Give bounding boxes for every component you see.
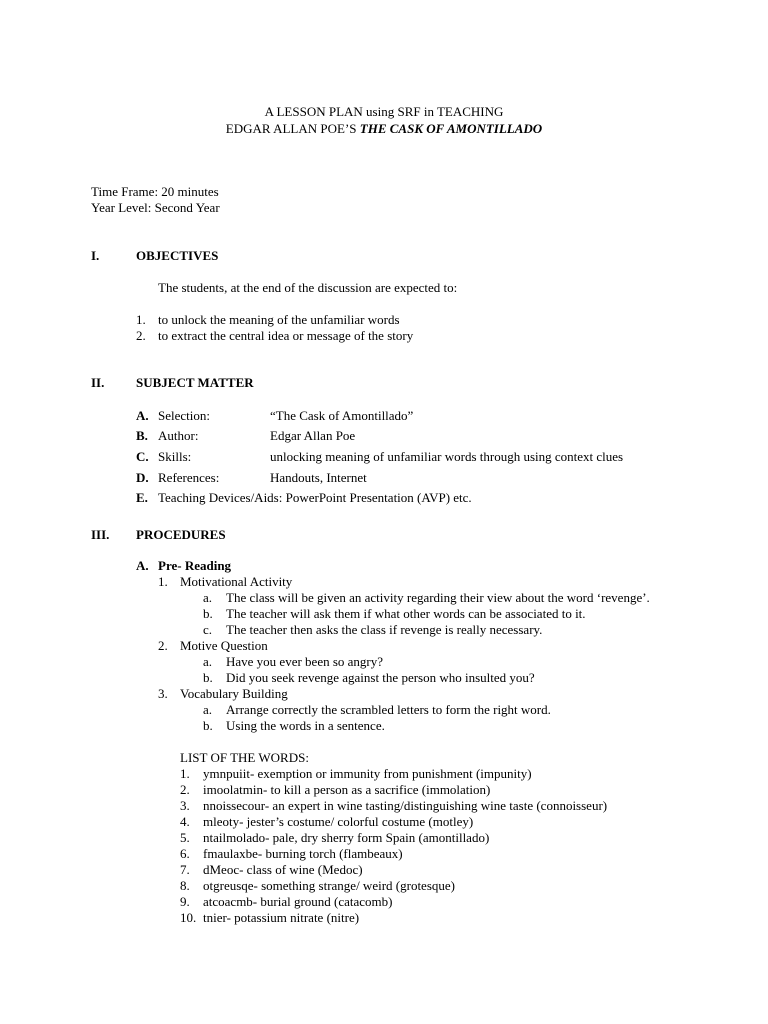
subject-label-teaching-aids: Teaching Devices/Aids: PowerPoint Presentation (AVP) etc. [158,490,472,505]
objective-num-2: 2. [136,328,146,343]
word-num: 5. [180,830,190,845]
objectives-intro: The students, at the end of the discussion are expected to: [158,280,458,295]
subject-letter-e: E. [136,490,148,505]
substep-text: Arrange correctly the scrambled letters to form the right word. [226,702,551,717]
word-entry: ntailmolado- pale, dry sherry form Spain (amontillado) [203,830,490,845]
substep-text: Did you seek revenge against the person who insulted you? [226,670,535,685]
word-list-heading: LIST OF THE WORDS: [180,750,309,765]
subject-letter-b: B. [136,428,148,443]
subject-label-author: Author: [158,428,199,443]
objective-text-1: to unlock the meaning of the unfamiliar words [158,312,400,327]
word-entry: atcoacmb- burial ground (catacomb) [203,894,393,909]
word-entry: fmaulaxbe- burning torch (flambeaux) [203,846,403,861]
substep-letter: b. [203,670,213,685]
procedures-numeral: III. [91,527,110,542]
subject-value-author: Edgar Allan Poe [270,428,356,443]
document-title-line2 [0,121,768,137]
word-entry: imoolatmin- to kill a person as a sacrifice (immolation) [203,782,491,797]
subject-letter-a: A. [136,408,149,423]
pre-reading-label: Pre- Reading [158,558,232,573]
step-label-motivational: Motivational Activity [180,574,293,589]
substep-letter: a. [203,590,213,605]
subject-label-selection: Selection: [158,408,210,423]
document-title-line1: A LESSON PLAN using SRF in TEACHING [264,104,504,119]
title-work: THE CASK OF AMONTILLADO [359,121,543,136]
title-author: EDGAR ALLAN POE’S [225,121,360,136]
subject-matter-numeral: II. [91,375,105,390]
substep-letter: c. [203,622,213,637]
word-num: 1. [180,766,190,781]
objective-text-2: to extract the central idea or message of the story [158,328,414,343]
word-num: 2. [180,782,190,797]
procedures-heading: PROCEDURES [136,527,226,542]
objectives-heading: OBJECTIVES [136,248,219,263]
word-num: 7. [180,862,190,877]
step-num-2: 2. [158,638,168,653]
step-label-vocabulary: Vocabulary Building [180,686,288,701]
substep-letter: b. [203,606,213,621]
subject-value-selection: “The Cask of Amontillado” [270,408,414,423]
subject-value-skills: unlocking meaning of unfamiliar words through using context clues [270,449,624,464]
word-num: 8. [180,878,190,893]
word-entry: dMeoc- class of wine (Medoc) [203,862,363,877]
word-entry: otgreusqe- something strange/ weird (grotesque) [203,878,455,893]
subject-label-references: References: [158,470,220,485]
pre-reading-letter: A. [136,558,149,573]
word-num: 4. [180,814,190,829]
substep-text: The teacher then asks the class if revenge is really necessary. [226,622,543,637]
word-num: 10. [180,910,197,925]
word-entry: nnoissecour- an expert in wine tasting/distinguishing wine taste (connoisseur) [203,798,608,813]
year-level: Year Level: Second Year [91,200,220,215]
substep-letter: a. [203,654,213,669]
subject-matter-heading: SUBJECT MATTER [136,375,254,390]
objective-num-1: 1. [136,312,146,327]
step-num-1: 1. [158,574,168,589]
word-num: 6. [180,846,190,861]
step-num-3: 3. [158,686,168,701]
word-entry: mleoty- jester’s costume/ colorful costume (motley) [203,814,474,829]
step-label-motive-question: Motive Question [180,638,268,653]
subject-value-references: Handouts, Internet [270,470,367,485]
substep-text: Have you ever been so angry? [226,654,384,669]
subject-letter-c: C. [136,449,149,464]
word-num: 3. [180,798,190,813]
word-entry: ymnpuiit- exemption or immunity from punishment (impunity) [203,766,532,781]
substep-text: The teacher will ask them if what other words can be associated to it. [226,606,586,621]
substep-letter: b. [203,718,213,733]
word-entry: tnier- potassium nitrate (nitre) [203,910,360,925]
time-frame: Time Frame: 20 minutes [91,184,219,199]
objectives-numeral: I. [91,248,100,263]
substep-text: Using the words in a sentence. [226,718,385,733]
subject-label-skills: Skills: [158,449,192,464]
subject-letter-d: D. [136,470,149,485]
substep-text: The class will be given an activity regarding their view about the word ‘revenge’. [226,590,650,605]
word-num: 9. [180,894,190,909]
substep-letter: a. [203,702,213,717]
